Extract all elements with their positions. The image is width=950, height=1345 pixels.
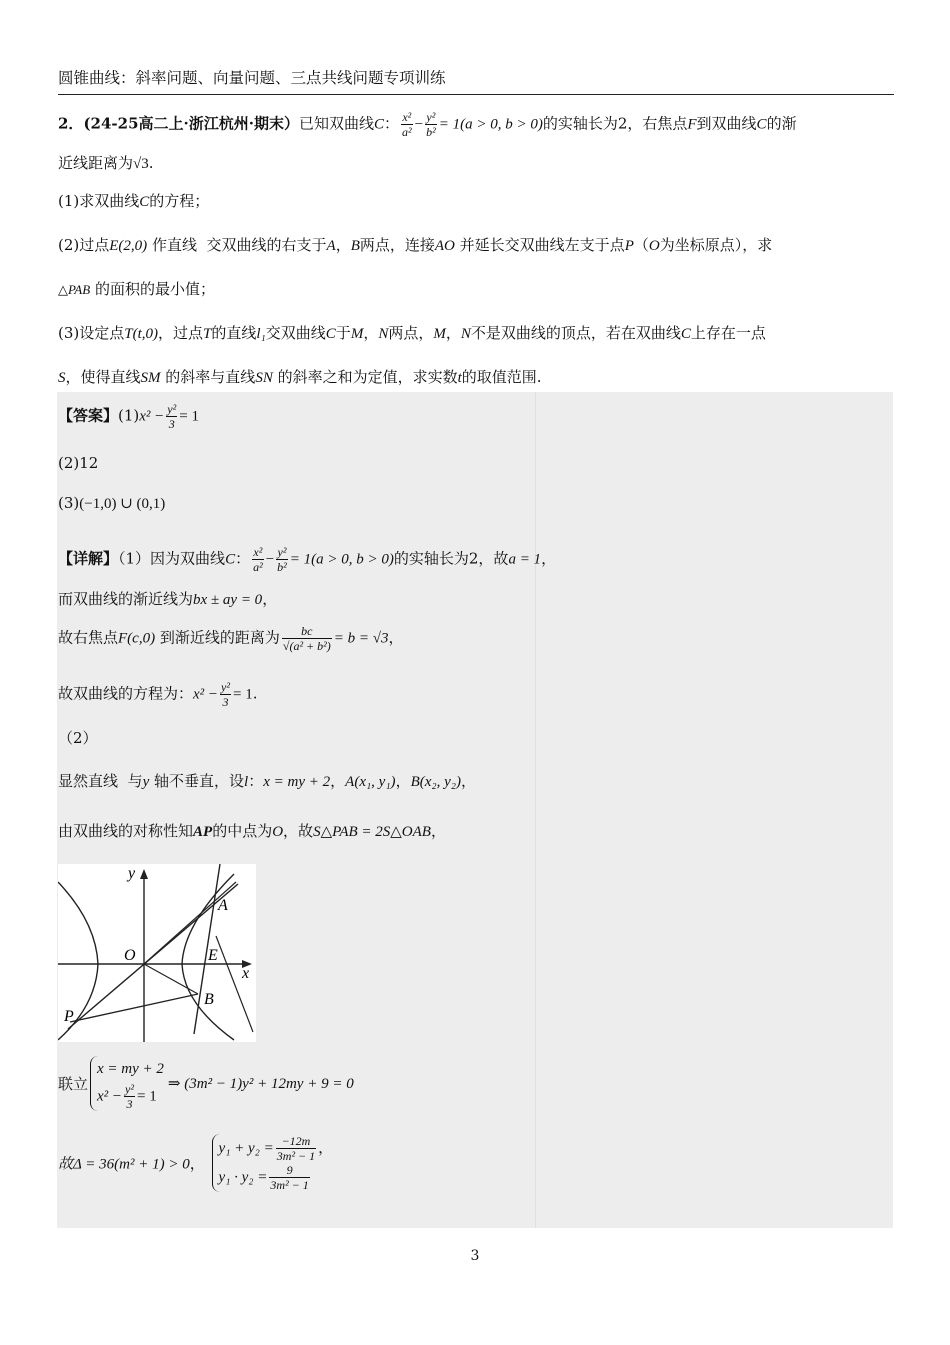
math: AP: [193, 824, 213, 840]
text: ，: [262, 590, 278, 608]
text: ，: [430, 822, 446, 840]
text: 与: [127, 772, 143, 790]
math: l₁: [256, 326, 266, 342]
frac-den: a²: [253, 560, 263, 574]
text: ，: [395, 772, 411, 790]
math: M: [433, 326, 446, 342]
text: 而双曲线的渐近线为: [58, 590, 194, 608]
math: y: [142, 774, 150, 790]
text: 于: [335, 324, 351, 342]
vieta-sum: [219, 1134, 334, 1163]
detail-line-7: [58, 820, 446, 841]
detail-line-2: [58, 588, 277, 609]
system-eq-2: [97, 1082, 164, 1111]
text: ，: [363, 324, 379, 342]
system-result: ⇒ (3m² − 1)y² + 12my + 9 = 0: [167, 1076, 354, 1092]
text: 两点，连接: [359, 236, 435, 254]
math: √3: [133, 156, 149, 172]
math: x² −: [97, 1088, 123, 1105]
equation-system: [90, 1056, 164, 1111]
math: = 1(a > 0, b > 0): [289, 551, 394, 568]
text: ，: [330, 772, 346, 790]
text: 显然直线: [58, 772, 119, 790]
page-number: 3: [470, 1248, 480, 1264]
hyperbola-figure: [58, 864, 256, 1042]
math: C: [373, 116, 384, 133]
text: (3): [58, 494, 80, 512]
fraction: [252, 545, 264, 574]
text: （: [633, 236, 649, 254]
text: .: [148, 154, 154, 172]
text: (3)设定点: [58, 324, 125, 342]
math: △PAB: [58, 282, 91, 297]
text: (2)过点: [58, 236, 110, 254]
math: AO: [434, 238, 455, 254]
fraction: [425, 110, 437, 139]
math: T(t,0): [124, 326, 158, 342]
frac-num: bc: [301, 624, 313, 638]
vieta-product: [219, 1163, 334, 1192]
math: t: [457, 370, 462, 386]
answer-1: [58, 402, 199, 431]
text: 的直线: [211, 324, 257, 342]
frac-den: 3: [220, 694, 231, 709]
system-line: [58, 1056, 354, 1111]
detail-line-6: [58, 770, 476, 791]
point-P-label: P: [64, 1008, 74, 1025]
text: 上存在一点: [690, 324, 766, 342]
math: x² −: [193, 686, 219, 703]
problem-source: (24-25高二上·浙江杭州·期末）: [83, 114, 299, 133]
answer-label: 【答案】: [58, 406, 119, 425]
math: S: [58, 370, 66, 386]
math: F(c,0): [118, 630, 156, 647]
question-3-line-1: [58, 322, 766, 343]
math: N: [378, 326, 389, 342]
text: 联立: [58, 1075, 89, 1093]
question-1: [58, 190, 209, 211]
math: SN: [255, 370, 273, 386]
frac-den: 3m² − 1: [270, 1178, 309, 1192]
text: 的斜率之和为定值，求实数: [277, 368, 458, 386]
text: 到双曲线: [696, 114, 757, 133]
fraction: [401, 110, 413, 139]
line-OB: [144, 964, 198, 994]
text: ：: [235, 549, 251, 568]
point-B-label: B: [204, 991, 214, 1008]
math: S△PAB = 2S△OAB: [313, 824, 431, 840]
text: 的斜率与直线: [165, 368, 256, 386]
text: 的渐: [766, 114, 797, 133]
math: M: [350, 326, 364, 342]
text: ，: [189, 1154, 205, 1173]
detail-line-1: [58, 545, 556, 574]
y-axis-arrow: [140, 869, 148, 879]
math: = 1(a > 0, b > 0): [438, 116, 543, 133]
text: （1）因为双曲线: [118, 549, 226, 568]
math: C: [756, 116, 767, 133]
text: 故右焦点: [58, 628, 119, 647]
frac-num: 9: [286, 1163, 293, 1177]
text: 两点，: [388, 324, 434, 342]
text: 故双曲线的方程为：: [58, 684, 194, 703]
question-2-line-1: [58, 234, 772, 255]
problem-number: 2．: [58, 114, 84, 133]
math: x² −: [139, 408, 165, 425]
math: = 1: [232, 686, 253, 703]
text: 交双曲线: [265, 324, 326, 342]
fraction: [166, 402, 177, 431]
vieta-system: [212, 1134, 334, 1192]
question-2-line-2: [58, 278, 215, 299]
point-A-label: A: [218, 897, 228, 914]
text: 为坐标原点），求: [659, 236, 773, 254]
discriminant: 故Δ = 36(m² + 1) > 0: [58, 1156, 190, 1173]
math: B(x₂, y₂): [410, 774, 461, 790]
frac-num: y²: [277, 545, 287, 559]
math: F: [687, 116, 697, 133]
text: ，: [460, 772, 476, 790]
text: 到渐近线的距离为: [159, 628, 280, 647]
math: O: [272, 824, 284, 840]
text: 的面积的最小值；: [94, 280, 215, 298]
text: ，使得直线: [65, 368, 141, 386]
discriminant-line: [58, 1134, 333, 1192]
text: (1)求双曲线: [58, 192, 140, 210]
math: E(2,0): [109, 238, 148, 254]
math: C: [680, 326, 691, 342]
math: y₁ + y₂ =: [218, 1140, 274, 1157]
fraction: [269, 1163, 309, 1192]
text: 的方程；: [149, 192, 210, 210]
text: 由双曲线的对称性知: [58, 822, 194, 840]
text: ：: [248, 772, 264, 790]
math: C: [325, 326, 336, 342]
text: 交双曲线的右支于: [206, 236, 327, 254]
text: 近线距离为: [58, 154, 134, 172]
frac-den: 3m² − 1: [276, 1149, 316, 1163]
problem-line-2: [58, 152, 154, 173]
text: ，: [388, 628, 404, 647]
detail-line-5: （2）: [58, 729, 98, 747]
detail-line-3: [58, 624, 404, 653]
math: T: [203, 326, 212, 342]
x-label: x: [242, 965, 250, 982]
math: bx ± ay = 0: [193, 592, 263, 608]
text: 的中点为: [212, 822, 273, 840]
math: = 1: [179, 408, 199, 425]
frac-den: b²: [426, 125, 436, 139]
frac-num: y²: [426, 110, 436, 124]
frac-num: y²: [125, 1082, 134, 1096]
math: (−1,0) ∪ (0,1): [79, 496, 166, 512]
math: −: [265, 551, 275, 568]
answer-3: [58, 494, 165, 513]
math: O: [648, 238, 660, 254]
math: SM: [140, 370, 161, 386]
y-label: y: [128, 865, 136, 882]
problem-line-1: [58, 110, 797, 139]
frac-den: 3: [166, 416, 177, 431]
math: −: [414, 116, 424, 133]
text: 的实轴长为2，右焦点: [542, 114, 688, 133]
text: ，: [541, 549, 557, 568]
math: A: [326, 238, 336, 254]
math: A(x₁, y₁): [345, 774, 396, 790]
point-E-label: E: [208, 947, 218, 964]
math: x = my + 2: [263, 774, 331, 790]
fraction: [276, 1134, 316, 1163]
math: N: [460, 326, 471, 342]
fraction: [276, 545, 288, 574]
text: ：: [384, 114, 400, 133]
math: C: [139, 194, 150, 210]
frac-den: √(a² + b²): [282, 639, 331, 653]
math: = b = √3: [333, 630, 389, 647]
frac-den: 3: [124, 1096, 135, 1111]
frac-num: x²: [402, 110, 412, 124]
text: 轴不垂直，设: [154, 772, 245, 790]
text: .: [252, 684, 258, 703]
math: P: [624, 238, 634, 254]
math: y₁ · y₂ =: [218, 1169, 268, 1186]
frac-num: x²: [253, 545, 263, 559]
text: ，过点: [158, 324, 204, 342]
math: C: [225, 551, 236, 568]
frac-num: −12m: [281, 1134, 311, 1148]
frac-den: b²: [277, 560, 287, 574]
math: a = 1: [508, 551, 542, 568]
text: ，: [445, 324, 461, 342]
answer-2: (2)12: [58, 454, 99, 472]
frac-num: y²: [221, 680, 230, 694]
text: ，故: [283, 822, 314, 840]
text: 并延长交双曲线左支于点: [459, 236, 625, 254]
text: (1): [118, 406, 140, 425]
system-eq-1: x = my + 2: [97, 1061, 164, 1077]
frac-den: a²: [402, 125, 412, 139]
math: B: [350, 238, 360, 254]
fraction: [124, 1082, 135, 1111]
text: 作直线: [151, 236, 197, 254]
detail-label: 【详解】: [58, 549, 119, 568]
text: 的实轴长为2，故: [393, 549, 509, 568]
page-header: 圆锥曲线：斜率问题、向量问题、三点共线问题专项训练: [58, 66, 894, 95]
text: 已知双曲线: [298, 114, 374, 133]
frac-num: y²: [167, 402, 177, 416]
math: l: [244, 774, 249, 790]
text: ，: [335, 236, 351, 254]
line-right: [216, 936, 253, 1032]
hyperbola-diagram: [58, 864, 256, 1042]
text: ，: [318, 1138, 334, 1157]
detail-line-4: [58, 680, 257, 709]
text: 的取值范围.: [461, 368, 542, 386]
origin-label: O: [124, 947, 136, 964]
question-3-line-2: [58, 366, 542, 387]
math: = 1: [136, 1088, 157, 1105]
fraction: [220, 680, 231, 709]
fraction: [282, 624, 332, 653]
text: 不是双曲线的顶点，若在双曲线: [470, 324, 681, 342]
